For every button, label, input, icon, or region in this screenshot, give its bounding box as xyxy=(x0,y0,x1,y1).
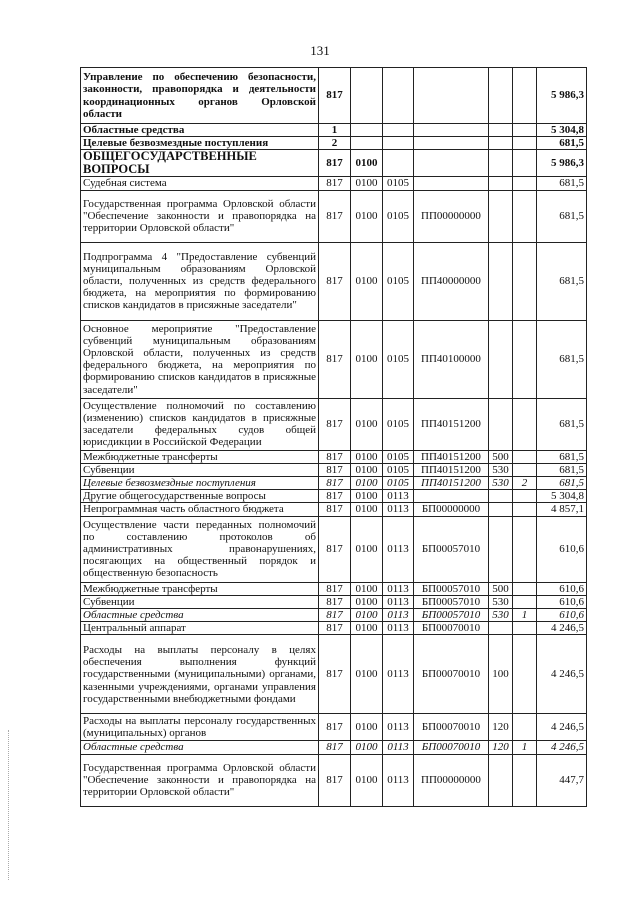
funding-source-cell xyxy=(513,137,537,150)
expense-type-cell: 530 xyxy=(489,477,513,490)
subsection-code-cell: 0105 xyxy=(383,190,414,242)
funding-source-cell xyxy=(513,150,537,177)
row-name-cell: Осуществление полномочий по составлению (изменению) списков кандидатов в присяжные заседатели федеральных судов общей юрисдикции в Российской Федерации xyxy=(81,398,319,450)
amount-cell: 5 304,8 xyxy=(537,490,587,503)
funding-source-cell xyxy=(513,714,537,741)
section-code-cell: 0100 xyxy=(351,398,383,450)
table-row xyxy=(81,609,587,622)
subsection-code-cell: 0113 xyxy=(383,516,414,582)
subsection-code-cell: 0105 xyxy=(383,463,414,476)
section-code-cell: 0100 xyxy=(351,635,383,714)
target-article-cell: ПП40100000 xyxy=(414,320,489,398)
funding-source-cell xyxy=(513,516,537,582)
expense-type-cell xyxy=(489,68,513,124)
section-code-cell: 0100 xyxy=(351,477,383,490)
target-article-cell: БП00070010 xyxy=(414,741,489,754)
row-name-cell: Областные средства xyxy=(81,124,319,137)
amount-cell: 681,5 xyxy=(537,477,587,490)
ministry-code-cell: 817 xyxy=(319,754,351,806)
subsection-code-cell: 0105 xyxy=(383,398,414,450)
funding-source-cell xyxy=(513,635,537,714)
expense-type-cell xyxy=(489,242,513,320)
table-row xyxy=(81,124,587,137)
target-article-cell: БП00000000 xyxy=(414,503,489,516)
funding-source-cell xyxy=(513,622,537,635)
row-name-cell: Центральный аппарат xyxy=(81,622,319,635)
expense-type-cell: 500 xyxy=(489,582,513,595)
expense-type-cell xyxy=(489,490,513,503)
subsection-code-cell: 0105 xyxy=(383,242,414,320)
subsection-code-cell: 0113 xyxy=(383,741,414,754)
scan-edge xyxy=(8,730,10,880)
funding-source-cell xyxy=(513,463,537,476)
ministry-code-cell: 817 xyxy=(319,477,351,490)
subsection-code-cell xyxy=(383,137,414,150)
target-article-cell xyxy=(414,68,489,124)
table-row xyxy=(81,68,587,124)
expense-type-cell xyxy=(489,124,513,137)
subsection-code-cell: 0113 xyxy=(383,595,414,608)
section-code-cell: 0100 xyxy=(351,320,383,398)
expense-type-cell xyxy=(489,137,513,150)
table-row xyxy=(81,595,587,608)
amount-cell: 681,5 xyxy=(537,463,587,476)
target-article-cell: БП00057010 xyxy=(414,516,489,582)
section-code-cell: 0100 xyxy=(351,582,383,595)
row-name-cell: Другие общегосударственные вопросы xyxy=(81,490,319,503)
target-article-cell: БП00070010 xyxy=(414,622,489,635)
row-name-cell: Субвенции xyxy=(81,463,319,476)
ministry-code-cell: 817 xyxy=(319,463,351,476)
table-row xyxy=(81,190,587,242)
amount-cell: 5 986,3 xyxy=(537,150,587,177)
ministry-code-cell: 817 xyxy=(319,595,351,608)
table-row xyxy=(81,490,587,503)
table-row xyxy=(81,635,587,714)
funding-source-cell xyxy=(513,124,537,137)
target-article-cell: ПП40151200 xyxy=(414,463,489,476)
funding-source-cell xyxy=(513,320,537,398)
expense-type-cell: 120 xyxy=(489,714,513,741)
section-code-cell: 0100 xyxy=(351,150,383,177)
subsection-code-cell: 0113 xyxy=(383,622,414,635)
target-article-cell: БП00057010 xyxy=(414,595,489,608)
subsection-code-cell xyxy=(383,150,414,177)
row-name-cell: Судебная система xyxy=(81,177,319,190)
funding-source-cell xyxy=(513,190,537,242)
section-code-cell: 0100 xyxy=(351,242,383,320)
target-article-cell xyxy=(414,177,489,190)
table-row xyxy=(81,741,587,754)
expense-type-cell xyxy=(489,177,513,190)
expense-type-cell: 530 xyxy=(489,463,513,476)
table-row xyxy=(81,137,587,150)
expense-type-cell xyxy=(489,398,513,450)
amount-cell: 681,5 xyxy=(537,398,587,450)
amount-cell: 4 246,5 xyxy=(537,714,587,741)
section-code-cell: 0100 xyxy=(351,516,383,582)
section-code-cell: 0100 xyxy=(351,177,383,190)
ministry-code-cell: 817 xyxy=(319,190,351,242)
funding-source-cell: 1 xyxy=(513,741,537,754)
section-code-cell xyxy=(351,68,383,124)
ministry-code-cell: 817 xyxy=(319,450,351,463)
subsection-code-cell: 0113 xyxy=(383,490,414,503)
ministry-code-cell: 817 xyxy=(319,516,351,582)
ministry-code-cell: 817 xyxy=(319,242,351,320)
amount-cell: 610,6 xyxy=(537,516,587,582)
funding-source-cell: 1 xyxy=(513,609,537,622)
row-name-cell: Целевые безвозмездные поступления xyxy=(81,137,319,150)
funding-source-cell xyxy=(513,450,537,463)
budget-table xyxy=(80,67,587,807)
table-row xyxy=(81,503,587,516)
section-code-cell: 0100 xyxy=(351,503,383,516)
funding-source-cell xyxy=(513,177,537,190)
ministry-code-cell: 817 xyxy=(319,635,351,714)
amount-cell: 610,6 xyxy=(537,582,587,595)
section-code-cell: 0100 xyxy=(351,190,383,242)
expense-type-cell xyxy=(489,754,513,806)
section-code-cell: 0100 xyxy=(351,714,383,741)
amount-cell: 681,5 xyxy=(537,320,587,398)
expense-type-cell xyxy=(489,320,513,398)
table-row xyxy=(81,450,587,463)
amount-cell: 681,5 xyxy=(537,450,587,463)
row-name-cell: Субвенции xyxy=(81,595,319,608)
ministry-code-cell: 817 xyxy=(319,741,351,754)
funding-source-cell xyxy=(513,754,537,806)
ministry-code-cell: 817 xyxy=(319,320,351,398)
row-name-cell: Расходы на выплаты персоналу государственных (муниципальных) органов xyxy=(81,714,319,741)
subsection-code-cell xyxy=(383,68,414,124)
target-article-cell: БП00070010 xyxy=(414,635,489,714)
funding-source-cell xyxy=(513,242,537,320)
table-row xyxy=(81,150,587,177)
table-row xyxy=(81,516,587,582)
subsection-code-cell: 0113 xyxy=(383,714,414,741)
amount-cell: 4 857,1 xyxy=(537,503,587,516)
row-name-cell: Основное мероприятие "Предоставление субвенций муниципальным образованиям Орловской области, полученных из средств федерального бюджета, на мероприятия по формированию списков кандидатов в присяжные заседатели" xyxy=(81,320,319,398)
row-name-cell: Межбюджетные трансферты xyxy=(81,450,319,463)
ministry-code-cell: 817 xyxy=(319,582,351,595)
ministry-code-cell: 817 xyxy=(319,150,351,177)
row-name-cell: Управление по обеспечению безопасности, законности, правопорядка и деятельности координационных органов Орловской области xyxy=(81,68,319,124)
subsection-code-cell: 0105 xyxy=(383,450,414,463)
amount-cell: 4 246,5 xyxy=(537,622,587,635)
table-row xyxy=(81,622,587,635)
amount-cell: 5 304,8 xyxy=(537,124,587,137)
table-row xyxy=(81,582,587,595)
target-article-cell: БП00057010 xyxy=(414,609,489,622)
amount-cell: 610,6 xyxy=(537,609,587,622)
expense-type-cell: 500 xyxy=(489,450,513,463)
target-article-cell: ПП40151200 xyxy=(414,398,489,450)
section-code-cell: 0100 xyxy=(351,754,383,806)
funding-source-cell xyxy=(513,503,537,516)
target-article-cell xyxy=(414,137,489,150)
subsection-code-cell: 0105 xyxy=(383,177,414,190)
section-code-cell: 0100 xyxy=(351,741,383,754)
funding-source-cell xyxy=(513,490,537,503)
row-name-cell: ОБЩЕГОСУДАРСТВЕННЫЕ ВОПРОСЫ xyxy=(81,150,319,177)
section-code-cell: 0100 xyxy=(351,609,383,622)
section-code-cell xyxy=(351,124,383,137)
subsection-code-cell: 0113 xyxy=(383,609,414,622)
row-name-cell: Осуществление части переданных полномочий по составлению протоколов об административных правонарушениях, посягающих на общественный порядок и общественную безопасность xyxy=(81,516,319,582)
target-article-cell xyxy=(414,490,489,503)
section-code-cell: 0100 xyxy=(351,463,383,476)
funding-source-cell xyxy=(513,68,537,124)
subsection-code-cell: 0113 xyxy=(383,754,414,806)
ministry-code-cell: 817 xyxy=(319,714,351,741)
section-code-cell: 0100 xyxy=(351,490,383,503)
ministry-code-cell: 817 xyxy=(319,398,351,450)
subsection-code-cell: 0113 xyxy=(383,635,414,714)
target-article-cell: ПП00000000 xyxy=(414,190,489,242)
amount-cell: 681,5 xyxy=(537,177,587,190)
table-row xyxy=(81,177,587,190)
target-article-cell: ПП40000000 xyxy=(414,242,489,320)
expense-type-cell: 530 xyxy=(489,595,513,608)
row-name-cell: Государственная программа Орловской области "Обеспечение законности и правопорядка на территории Орловской области" xyxy=(81,754,319,806)
target-article-cell: БП00070010 xyxy=(414,714,489,741)
section-code-cell: 0100 xyxy=(351,622,383,635)
target-article-cell: ПП40151200 xyxy=(414,450,489,463)
row-name-cell: Межбюджетные трансферты xyxy=(81,582,319,595)
amount-cell: 610,6 xyxy=(537,595,587,608)
target-article-cell xyxy=(414,150,489,177)
expense-type-cell: 100 xyxy=(489,635,513,714)
ministry-code-cell: 817 xyxy=(319,68,351,124)
table-row xyxy=(81,242,587,320)
row-name-cell: Областные средства xyxy=(81,741,319,754)
table-row xyxy=(81,320,587,398)
row-name-cell: Областные средства xyxy=(81,609,319,622)
funding-source-cell xyxy=(513,582,537,595)
subsection-code-cell: 0105 xyxy=(383,320,414,398)
ministry-code-cell: 817 xyxy=(319,609,351,622)
ministry-code-cell: 817 xyxy=(319,490,351,503)
target-article-cell: ПП00000000 xyxy=(414,754,489,806)
target-article-cell: ПП40151200 xyxy=(414,477,489,490)
ministry-code-cell: 1 xyxy=(319,124,351,137)
budget-table-body xyxy=(81,68,587,807)
section-code-cell xyxy=(351,137,383,150)
row-name-cell: Подпрограмма 4 "Предоставление субвенций муниципальным образованиям Орловской области, полученных из средств федерального бюджета, на мероприятия по формированию списков кандидатов в присяжные заседатели" xyxy=(81,242,319,320)
row-name-cell: Расходы на выплаты персоналу в целях обеспечения выполнения функций государственными (муниципальными) органами, казенными учреждениями, органами управления государственными внебюджетными фондами xyxy=(81,635,319,714)
expense-type-cell xyxy=(489,622,513,635)
amount-cell: 681,5 xyxy=(537,242,587,320)
expense-type-cell xyxy=(489,190,513,242)
amount-cell: 4 246,5 xyxy=(537,635,587,714)
amount-cell: 447,7 xyxy=(537,754,587,806)
table-row xyxy=(81,477,587,490)
row-name-cell: Целевые безвозмездные поступления xyxy=(81,477,319,490)
funding-source-cell: 2 xyxy=(513,477,537,490)
ministry-code-cell: 2 xyxy=(319,137,351,150)
target-article-cell: БП00057010 xyxy=(414,582,489,595)
ministry-code-cell: 817 xyxy=(319,622,351,635)
funding-source-cell xyxy=(513,398,537,450)
expense-type-cell xyxy=(489,503,513,516)
subsection-code-cell: 0113 xyxy=(383,503,414,516)
funding-source-cell xyxy=(513,595,537,608)
expense-type-cell: 120 xyxy=(489,741,513,754)
ministry-code-cell: 817 xyxy=(319,177,351,190)
row-name-cell: Непрограммная часть областного бюджета xyxy=(81,503,319,516)
expense-type-cell xyxy=(489,150,513,177)
amount-cell: 5 986,3 xyxy=(537,68,587,124)
subsection-code-cell xyxy=(383,124,414,137)
page-number: 131 xyxy=(310,43,330,58)
amount-cell: 681,5 xyxy=(537,137,587,150)
table-row xyxy=(81,714,587,741)
subsection-code-cell: 0105 xyxy=(383,477,414,490)
ministry-code-cell: 817 xyxy=(319,503,351,516)
amount-cell: 681,5 xyxy=(537,190,587,242)
section-code-cell: 0100 xyxy=(351,450,383,463)
table-row xyxy=(81,754,587,806)
expense-type-cell xyxy=(489,516,513,582)
amount-cell: 4 246,5 xyxy=(537,741,587,754)
expense-type-cell: 530 xyxy=(489,609,513,622)
section-code-cell: 0100 xyxy=(351,595,383,608)
table-row xyxy=(81,398,587,450)
table-row xyxy=(81,463,587,476)
row-name-cell: Государственная программа Орловской области "Обеспечение законности и правопорядка на территории Орловской области" xyxy=(81,190,319,242)
subsection-code-cell: 0113 xyxy=(383,582,414,595)
target-article-cell xyxy=(414,124,489,137)
